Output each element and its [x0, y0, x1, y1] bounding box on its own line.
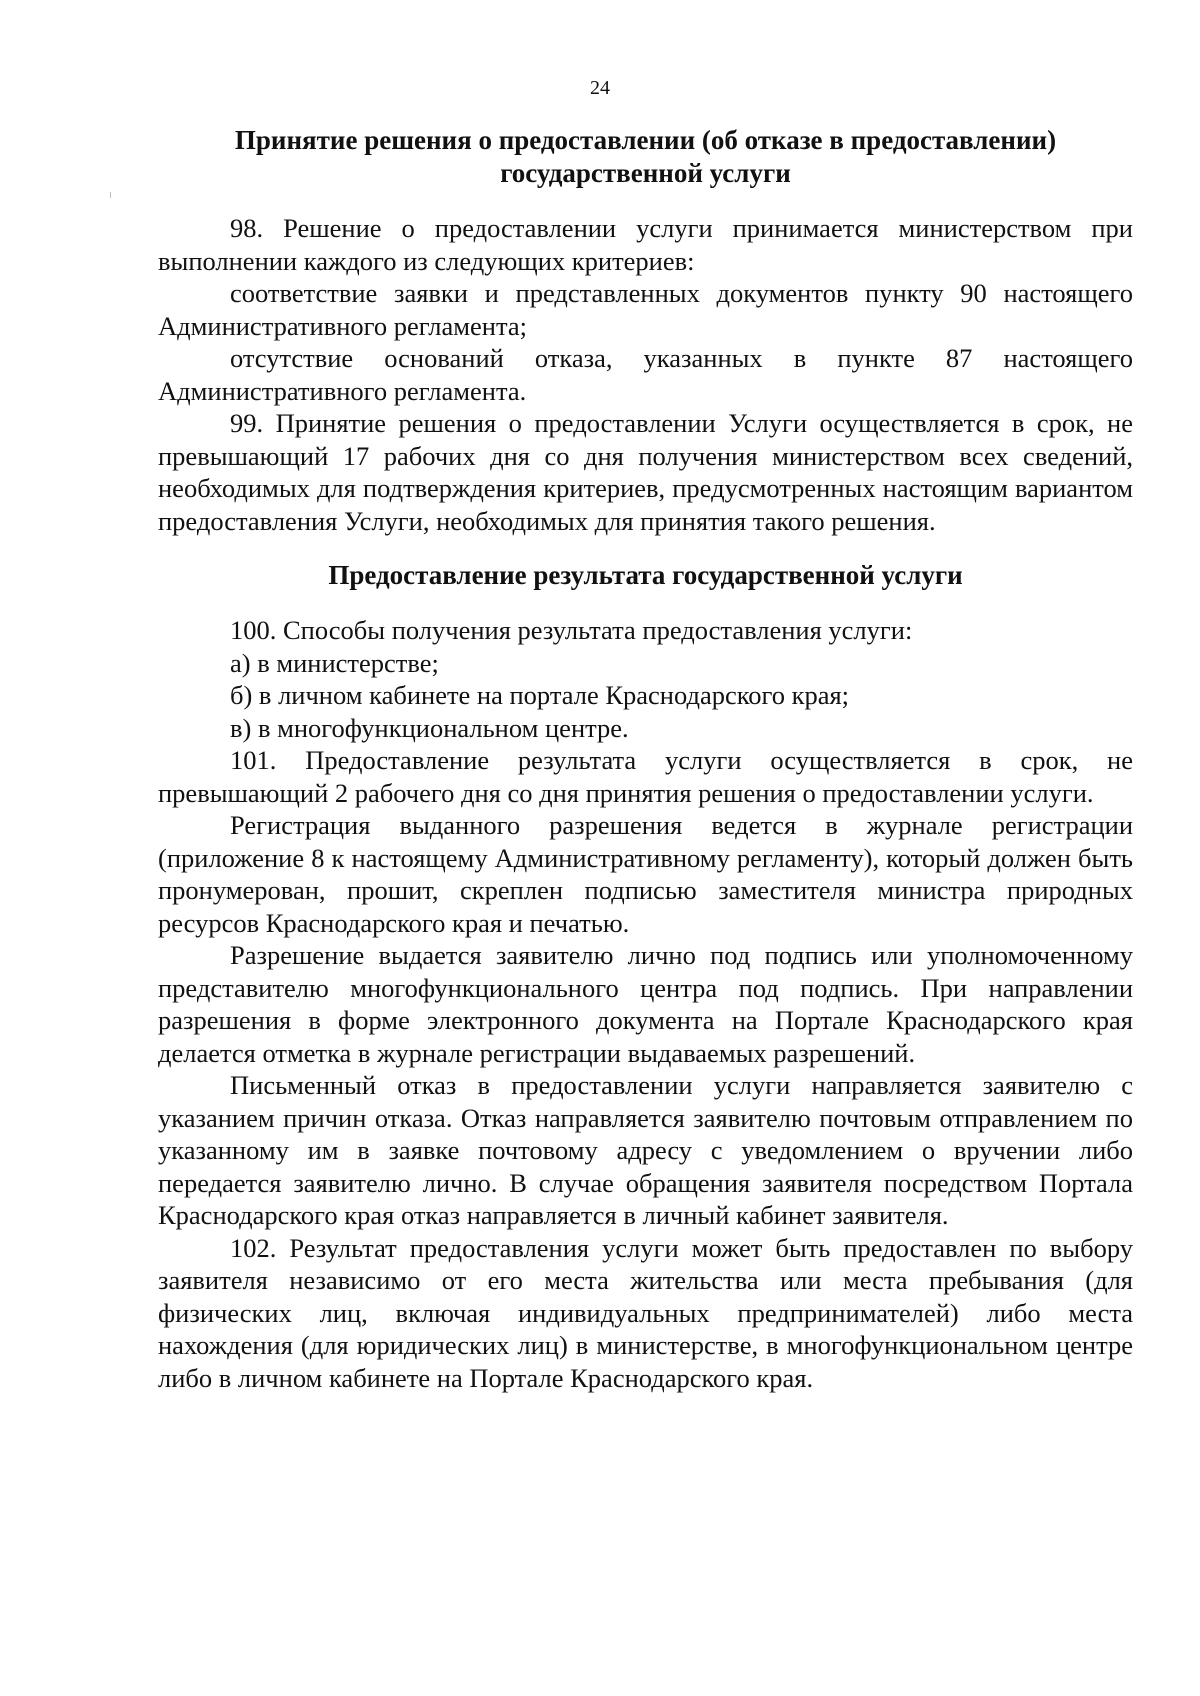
paragraph-101: 101. Предоставление результата услуги осуществляется в срок, не превышающий 2 рабочего дня со дня принятия решения о предоставлении услуги.: [158, 745, 1133, 808]
paragraph-100: 100. Способы получения результата предоставления услуги:: [230, 615, 913, 645]
list-item: в) в многофункциональном центре.: [230, 712, 629, 743]
page-number: 24: [590, 77, 610, 99]
list-item: б) в личном кабинете на портале Краснодарского края;: [230, 680, 850, 710]
list-item: а) в министерстве;: [230, 647, 439, 678]
criterion-item: отсутствие оснований отказа, указанных в пункте 87 настоящего Административного регламента.: [158, 343, 1133, 406]
document-body: [158, 124, 1133, 1394]
paragraph-98: 98. Решение о предоставлении услуги принимается министерством при выполнении каждого из следующих критериев:: [158, 213, 1133, 276]
section-heading-decision: Принятие решения о предоставлении (об отказе в предоставлении) государственной услуги: [234, 125, 1057, 188]
section-decision-body: [158, 212, 1133, 537]
paragraph-refusal: Письменный отказ в предоставлении услуги направляется заявителю с указанием причин отказа. Отказ направляется заявителю почтовым отправлением по указанному им в заявке почтовому адресу с уведомлением о вручении либо передается заявителю лично. В случае обращения заявителя посредством Портала Краснодарского края отказ направляется в личный кабинет заявителя.: [158, 1070, 1133, 1230]
paragraph-registration: Регистрация выданного разрешения ведется в журнале регистрации (приложение 8 к настоящему Административному регламенту), который должен быть пронумерован, прошит, скреплен подписью заместителя министра природных ресурсов Краснодарского края и печатью.: [158, 810, 1133, 938]
section-heading-result: Предоставление результата государственной услуги: [328, 560, 963, 590]
scan-mark: [110, 192, 111, 198]
paragraph-issuance: Разрешение выдается заявителю лично под подпись или уполномоченному представителю многофункционального центра под подпись. При направлении разрешения в форме электронного документа на Портале Краснодарского края делается отметка в журнале регистрации выдаваемых разрешений.: [158, 940, 1133, 1068]
paragraph-99: 99. Принятие решения о предоставлении Услуги осуществляется в срок, не превышающий 17 рабочих дня со дня получения министерством всех сведений, необходимых для подтверждения критериев, предусмотренных настоящим вариантом предоставления Услуги, необходимых для принятия такого решения.: [158, 408, 1133, 536]
criterion-item: соответствие заявки и представленных документов пункту 90 настоящего Административного регламента;: [158, 278, 1133, 341]
paragraph-102: 102. Результат предоставления услуги может быть предоставлен по выбору заявителя независимо от его места жительства или места пребывания (для физических лиц, включая индивидуальных предпринимателей) либо места нахождения (для юридических лиц) в министерстве, в многофункциональном центре либо в личном кабинете на Портале Краснодарского края.: [158, 1232, 1133, 1393]
section-result-body: [158, 614, 1133, 1394]
